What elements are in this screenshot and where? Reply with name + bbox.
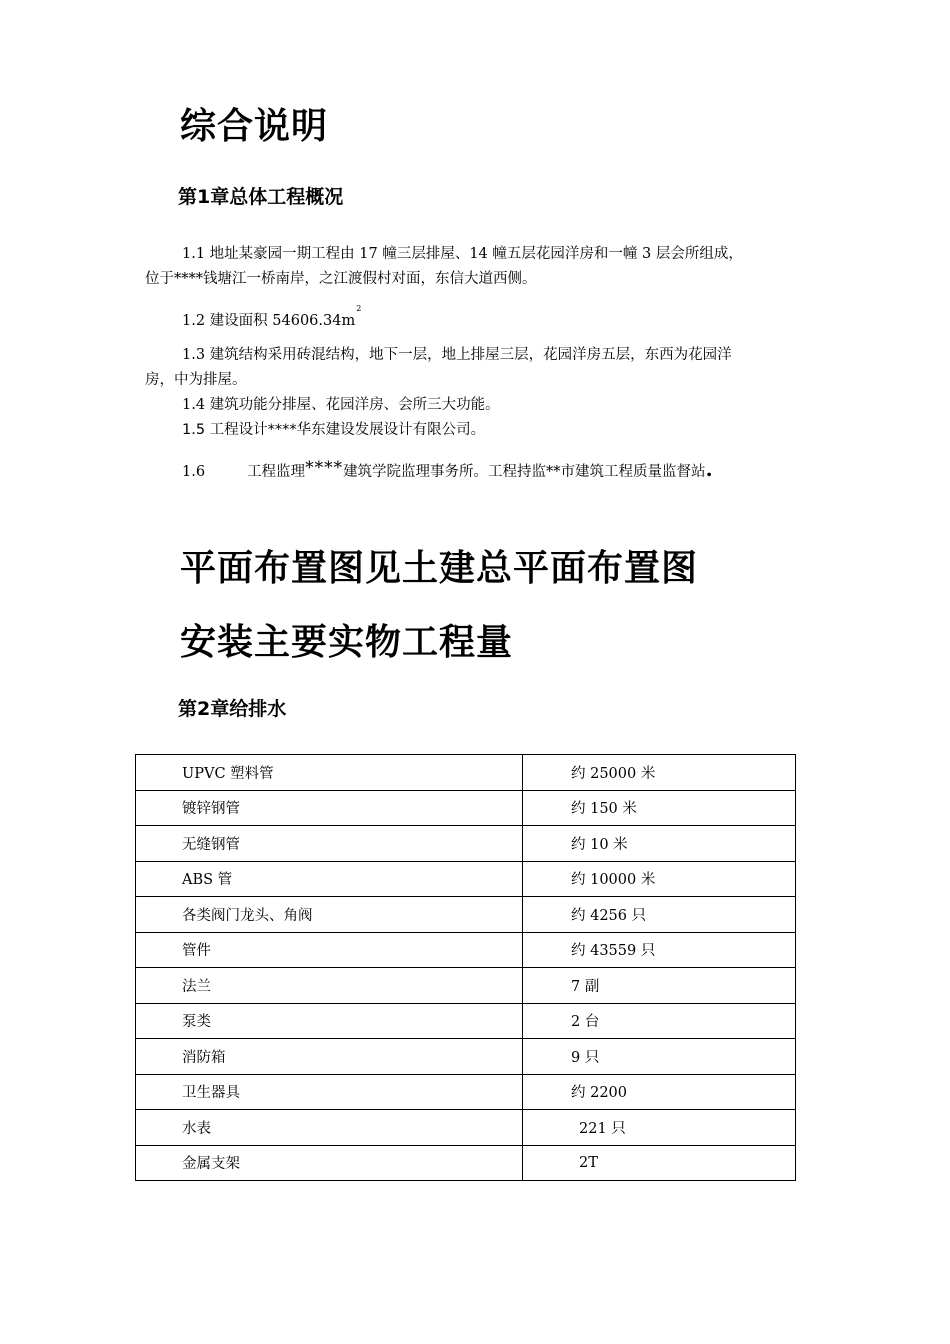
item-name: UPVC 塑料管: [136, 755, 523, 791]
paragraph-1-3-line2: 房，中为排屋。: [145, 372, 247, 388]
item-name: 镀锌钢管: [136, 790, 523, 826]
table-row: [136, 755, 796, 791]
supervision-text: 建筑学院监理事务所。工程持监**市建筑工程质量监督站: [343, 464, 706, 480]
area-text: 1.2 建设面积 54606.34m: [182, 313, 356, 329]
table-row: [136, 897, 796, 933]
table-row: [136, 968, 796, 1004]
item-quantity: 约 150 米: [523, 790, 796, 826]
paragraph-1-6-number: 1.6: [182, 464, 206, 480]
item-name: 水表: [136, 1110, 523, 1146]
item-quantity: 约 25000 米: [523, 755, 796, 791]
paragraph-1-4: 1.4 建筑功能分排屋、花园洋房、会所三大功能。: [182, 397, 500, 413]
item-name: 消防箱: [136, 1039, 523, 1075]
chapter2-heading: 第2章给排水: [178, 698, 287, 720]
item-name: 金属支架: [136, 1145, 523, 1181]
item-quantity: 约 4256 只: [523, 897, 796, 933]
item-quantity: 约 2200: [523, 1074, 796, 1110]
item-name: ABS 管: [136, 861, 523, 897]
item-quantity: 约 10 米: [523, 826, 796, 862]
paragraph-1-2: [182, 304, 362, 333]
document-title: 综合说明: [180, 106, 329, 147]
install-heading: 安装主要实物工程量: [180, 622, 514, 663]
item-quantity: 7 副: [523, 968, 796, 1004]
layout-heading: 平面布置图见土建总平面布置图: [180, 548, 699, 589]
item-quantity: 约 43559 只: [523, 932, 796, 968]
table-row: [136, 1145, 796, 1181]
table-row: [136, 1003, 796, 1039]
paragraph-1-1-line2: 位于****钱塘江一桥南岸，之江渡假村对面，东信大道西侧。: [145, 271, 537, 287]
paragraph-1-3-line1: 1.3 建筑结构采用砖混结构，地下一层，地上排屋三层，花园洋房五层，东西为花园洋: [182, 347, 732, 363]
item-quantity: 约 10000 米: [523, 861, 796, 897]
paragraph-1-1-line1: 1.1 地址某豪园一期工程由 17 幢三层排屋、14 幢五层花园洋房和一幢 3 层会所组成，: [182, 246, 743, 262]
paragraph-1-6: [182, 459, 713, 482]
supervision-label: 工程监理: [247, 464, 306, 480]
table-row: [136, 932, 796, 968]
paragraph-1-5: 1.5 工程设计****华东建设发展设计有限公司。: [182, 422, 486, 438]
end-dot: .: [705, 457, 713, 481]
table-row: [136, 1039, 796, 1075]
table-row: [136, 861, 796, 897]
chapter1-heading: 第1章总体工程概况: [178, 186, 344, 208]
item-name: 泵类: [136, 1003, 523, 1039]
item-name: 卫生器具: [136, 1074, 523, 1110]
masked-stars: ****: [305, 458, 344, 478]
item-quantity: 2 台: [523, 1003, 796, 1039]
quantity-table: [135, 754, 796, 1181]
table-row: [136, 790, 796, 826]
area-superscript: 2: [356, 304, 362, 313]
item-name: 管件: [136, 932, 523, 968]
table-row: [136, 1074, 796, 1110]
quantity-table-body: [136, 755, 796, 1181]
item-name: 无缝钢管: [136, 826, 523, 862]
item-quantity: 9 只: [523, 1039, 796, 1075]
table-row: [136, 826, 796, 862]
item-quantity: 2T: [523, 1145, 796, 1181]
table-row: [136, 1110, 796, 1146]
item-quantity: 221 只: [523, 1110, 796, 1146]
item-name: 法兰: [136, 968, 523, 1004]
item-name: 各类阀门龙头、角阀: [136, 897, 523, 933]
